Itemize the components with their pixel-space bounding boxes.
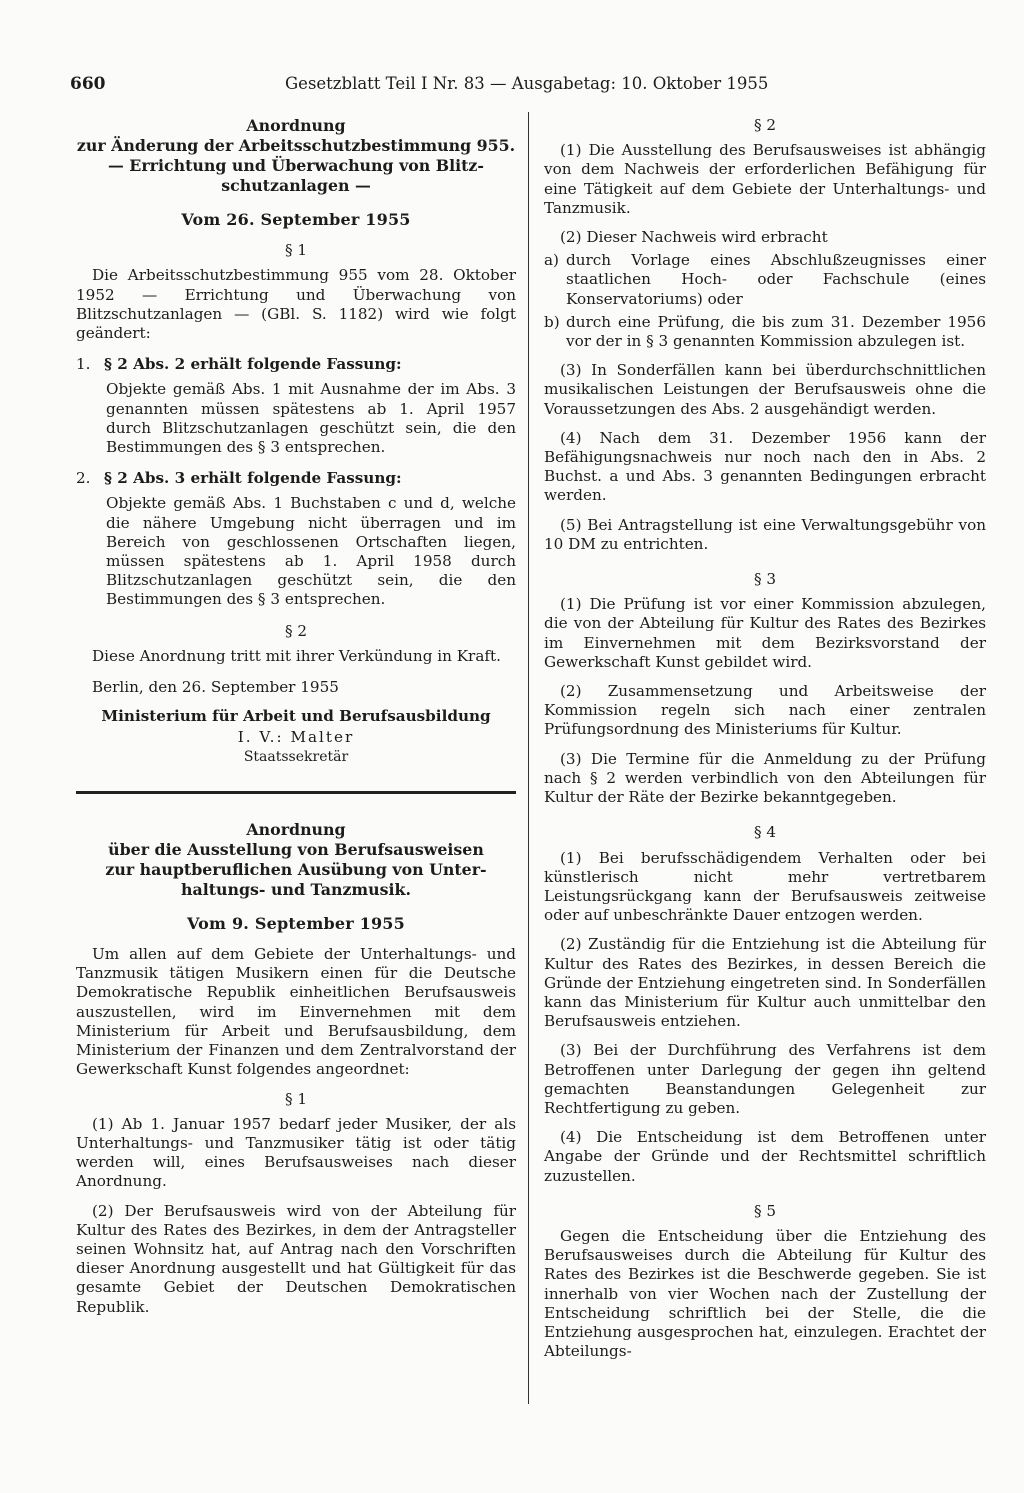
paragraph: Die Arbeitsschutzbestimmung 955 vom 28. Oktober 1952 — Errichtung und Überwachung von Blitzschutzanlagen — (GBl. S. 1182) wird wie folgt geändert: (76, 266, 516, 343)
page-number: 660 (70, 74, 106, 94)
paragraph: (2) Zuständig für die Entziehung ist die Abteilung für Kultur des Rates des Bezirkes, in dessen Bereich die Gründe der Entziehung eingetreten sind. In Sonderfällen kann das Ministerium für Kultur auch unmittelbar den Berufsausweis entziehen. (544, 935, 986, 1031)
ordinance-title: Anordnung (246, 819, 346, 839)
paragraph: Diese Anordnung tritt mit ihrer Verkündung in Kraft. (92, 646, 501, 665)
paragraph: (1) Ab 1. Januar 1957 bedarf jeder Musiker, der als Unterhaltungs- und Tanzmusiker tätig ist oder tätig werden will, eines Berufsausweises nach dieser Anordnung. (76, 1114, 516, 1191)
list-item (544, 313, 986, 351)
section-label: § 1 (284, 1089, 308, 1108)
amendment-body: Objekte gemäß Abs. 1 Buchstaben c und d, welche die nähere Umgebung nicht überragen und im Bereich von geschlossenen Ortschaften liegen, müssen spätestens ab 1. April 1958 durch Blitzschutzanlagen geschützt sein, die den Bestimmungen des § 3 entsprechen. (106, 494, 516, 609)
section-label: § 2 (284, 621, 308, 640)
list-item-label: b) (544, 312, 560, 331)
item-number: 1. (76, 355, 91, 374)
signer-name: I. V.: Malter (237, 728, 355, 747)
ordinance-subtitle-line-1: über die Ausstellung von Berufsausweisen (108, 839, 484, 859)
ordinance-subtitle: zur Änderung der Arbeitsschutzbestimmung 955. (76, 136, 516, 155)
amendment-heading (76, 355, 516, 374)
column-divider (528, 112, 529, 1404)
list-item-label: a) (544, 251, 559, 270)
paragraph: (1) Die Ausstellung des Berufsausweises ist abhängig von dem Nachweis der erforderlichen Befähigung für eine Tätigkeit auf dem Gebiete der Unterhaltungs- und Tanzmusik. (544, 141, 986, 217)
item-heading-text: § 2 Abs. 3 erhält folgende Fassung: (104, 469, 402, 488)
paragraph: Gegen die Entscheidung über die Entziehung des Berufsausweises durch die Abteilung für Kultur des Rates des Bezirkes ist die Beschwerde gegeben. Sie ist innerhalb von vier Wochen nach der Zustellung der Entscheidung schriftlich bei der Stelle, die die Entziehung ausgesprochen hat, einzulegen. Erachtet der Abteilungs- (544, 1226, 986, 1361)
ordinance-title: Anordnung (246, 116, 346, 135)
section-divider (76, 791, 516, 794)
preamble: Um allen auf dem Gebiete der Unterhaltungs- und Tanzmusik tätigen Musikern einen für die Deutsche Demokratische Republik einheitlichen Berufsausweis auszustellen, wird im Einvernehmen mit dem Ministerium für Arbeit und Berufsausbildung, dem Ministerium der Finanzen und dem Zentralvorstand der Gewerkschaft Kunst folgendes angeordnet: (76, 945, 516, 1079)
list-item (544, 251, 986, 309)
amendment-heading (76, 469, 516, 488)
ministry-name: Ministerium für Arbeit und Berufsausbildung (101, 707, 491, 726)
item-number: 2. (76, 469, 91, 488)
paragraph: (3) Die Termine für die Anmeldung zu der Prüfung nach § 2 werden verbindlich von den Abteilungen für Kultur der Räte der Bezirke bekanntgegeben. (544, 749, 986, 807)
paragraph: (2) Der Berufsausweis wird von der Abteilung für Kultur des Rates des Bezirkes, in dem der Antragsteller seinen Wohnsitz hat, auf Antrag nach den Vorschriften dieser Anordnung ausgestellt und hat Gültigkeit für das gesamte Gebiet der Deutschen Demokratischen Republik. (76, 1201, 516, 1316)
section-label: § 2 (753, 116, 777, 134)
signer-role: Staatssekretär (243, 748, 349, 765)
paragraph: (1) Die Prüfung ist vor einer Kommission abzulegen, die von der Abteilung für Kultur des Rates des Bezirkes im Einvernehmen mit dem Bezirksvorstand der Gewerkschaft Kunst gebildet wird. (544, 595, 986, 671)
paragraph: (4) Nach dem 31. Dezember 1956 kann der Befähigungsnachweis nur noch nach den in Abs. 2 Buchst. a und Abs. 3 genannten Bedingungen erbracht werden. (544, 428, 986, 505)
paragraph: (5) Bei Antragstellung ist eine Verwaltungsgebühr von 10 DM zu entrichten. (544, 515, 986, 553)
ordinance-date: Vom 9. September 1955 (187, 913, 405, 933)
condition-list (544, 251, 986, 351)
item-heading-text: § 2 Abs. 2 erhält folgende Fassung: (104, 355, 402, 374)
paragraph: (3) Bei der Durchführung des Verfahrens ist dem Betroffenen unter Darlegung der gegen ihn geltend gemachten Beanstandungen Gelegenheit zur Rechtfertigung zu geben. (544, 1041, 986, 1117)
amendment-body: Objekte gemäß Abs. 1 mit Ausnahme der im Abs. 3 genannten müssen spätestens ab 1. April 1957 durch Blitzschutzanlagen geschützt sein, die den Bestimmungen des § 3 entsprechen. (106, 380, 516, 457)
paragraph: (3) In Sonderfällen kann bei überdurchschnittlichen musikalischen Leistungen der Berufsausweis ohne die Voraussetzungen des Abs. 2 ausgehändigt werden. (544, 361, 986, 418)
list-item-text: durch Vorlage eines Abschlußzeugnisses einer staatlichen Hoch- oder Fachschule (eines Konservatoriums) oder (566, 251, 986, 308)
ordinance-lightning-protection (76, 116, 516, 767)
right-column (544, 116, 986, 1371)
section-label: § 1 (284, 241, 308, 260)
paragraph: (4) Die Entscheidung ist dem Betroffenen unter Angabe der Gründe und der Rechtsmittel schriftlich zuzustellen. (544, 1128, 986, 1185)
running-header: Gesetzblatt Teil I Nr. 83 — Ausgabetag: 10. Oktober 1955 (285, 74, 769, 93)
section-label: § 4 (753, 823, 777, 842)
section-label: § 3 (753, 570, 777, 589)
ordinance-date: Vom 26. September 1955 (181, 210, 411, 229)
ordinance-subtitle-dash-2: schutzanlagen — (221, 176, 371, 195)
place-and-date: Berlin, den 26. September 1955 (92, 678, 339, 697)
ordinance-subtitle-line-3: haltungs- und Tanzmusik. (181, 879, 411, 899)
ordinance-subtitle-line-2: zur hauptberuflichen Ausübung von Unter- (105, 859, 487, 879)
paragraph: (2) Dieser Nachweis wird erbracht (560, 228, 828, 247)
ordinance-music-permit (76, 820, 516, 1317)
ordinance-subtitle-dash-1: — Errichtung und Überwachung von Blitz- (108, 156, 484, 175)
page-header (70, 74, 990, 100)
paragraph: (1) Bei berufsschädigendem Verhalten oder bei künstlerisch nicht mehr vertretbarem Leistungsrückgang kann der Berufsausweis zeitweise oder auf unbeschränkte Dauer entzogen werden. (544, 848, 986, 925)
list-item-text: durch eine Prüfung, die bis zum 31. Dezember 1956 vor der in § 3 genannten Kommission abzulegen ist. (566, 312, 986, 351)
paragraph: (2) Zusammensetzung und Arbeitsweise der Kommission regeln sich nach einer zentralen Prüfungsordnung des Ministeriums für Kultur. (544, 682, 986, 739)
section-label: § 5 (753, 1201, 777, 1220)
left-column (76, 116, 516, 1327)
